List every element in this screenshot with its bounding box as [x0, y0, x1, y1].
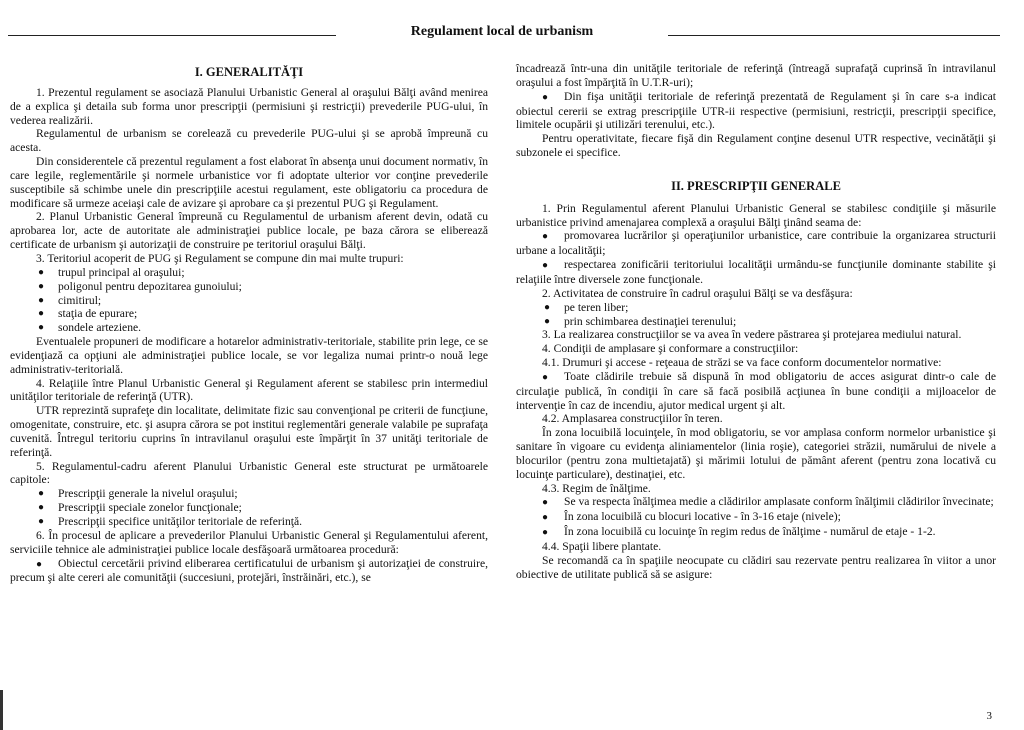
paragraph: 2. Planul Urbanistic General împreună cu Regulamentul de urbanism aferent devin, odată cu aprobarea lor, acte de autoritate ale administraţiei publice locale, pe baza cărora se eliberează certificate de urbanism şi autorizaţii de construire pe teritoriul oraşului Bălţi. [10, 210, 488, 252]
paragraph: 1. Prezentul regulament se asociază Planului Urbanistic General al oraşului Bălţi având menirea de a explica şi detaila sub forma unor prescripţii (permisiuni şi restricţii) prevederile PUG-ului, în vederea realizării. [10, 85, 488, 127]
bullet-icon: ● [38, 516, 45, 527]
bullet-list-masuri [516, 229, 996, 286]
paragraph: UTR reprezintă suprafeţe din localitate, delimitate fizic sau convenţional pe criterii de funcţiune, omogenitate, construire, etc. şi asupra cărora se pot institui reglementări generale valabile pe suprafaţa cuvenită. Întregul teritoriu cuprins în intravilanul oraşului este împărţit în 37 unităţi teritoriale de referinţă. [10, 404, 488, 459]
paragraph: 4.1. Drumuri şi accese - reţeaua de străzi se va face conform documentelor normative: [542, 356, 942, 370]
list-item: ● promovarea lucrărilor şi operaţiunilor urbanistice, care contribuie la organizarea structurii urbane a localităţii; [516, 229, 996, 258]
bullet-icon: ● [36, 558, 43, 570]
bullet-list-regim-inaltime [516, 495, 996, 540]
bullet-icon: ● [38, 488, 45, 500]
paragraph: Eventualele propuneri de modificare a hotarelor administrativ-teritoriale, stabilite prin lege, ce se evidenţiază ca opţiuni ale administraţiei publice locale, se vor legaliza numai printr-o nouă lege administrativ-teritorială. [10, 335, 488, 376]
list-item: ● Din fişa unităţii teritoriale de referinţă prezentată de Regulament şi în care s-a indicat obiectul cererii se extrag prescripţiile UTR-ii respective (permisiuni, restricţii, prescripţii specifice, limitele ocupării şi utilizări terenului, etc.). [516, 89, 996, 132]
list-item: ● cimitirul; [38, 293, 102, 307]
bullet-icon: ● [38, 322, 45, 334]
page-number: 3 [986, 710, 992, 722]
list-item: ● Se va respecta înălţimea medie a clădirilor amplasate conform înălţimii clădirilor învecinate; [542, 495, 994, 509]
right-column [516, 62, 996, 582]
paragraph: Din considerentele că prezentul regulament a fost elaborat în absenţa unui document normativ, în care legile, reglementările şi normele urbanistice vor fi adoptate ulterior vor conţine prevederile susceptibile să schimbe unele din prescripţiile acestui regulament, este obligatoriu ca procedura de modificare să urmeze aceiaşi cale de avizare şi aprobare ca şi prezentul PUG şi Regulament. [10, 155, 488, 210]
bullet-icon: ● [542, 512, 549, 524]
left-column [10, 62, 488, 585]
bullet-icon: ● [38, 266, 45, 278]
bullet-list-activitate [516, 301, 996, 329]
paragraph: 4. Condiţii de amplasare şi conformare a construcţiilor: [542, 342, 799, 356]
section-title-generalitati: I. GENERALITĂŢI [194, 65, 304, 79]
header-rule-left [8, 35, 336, 36]
paragraph: 2. Activitatea de construire în cadrul oraşului Bălţi se va desfăşura: [542, 286, 853, 300]
paragraph: Pentru operativitate, fiecare fişă din Regulament conţine desenul UTR respective, vecinătăţii şi subzonele ei specifice. [516, 132, 996, 160]
bullet-icon: ● [542, 231, 549, 243]
bullet-icon: ● [544, 315, 551, 327]
bullet-icon: ● [38, 502, 45, 514]
bullet-icon: ● [542, 527, 549, 539]
document-title: Regulament local de urbanism [410, 24, 594, 39]
list-item: ● staţia de epurare; [38, 307, 138, 321]
page-header [0, 22, 1024, 46]
list-item: ● Prescripţii speciale zonelor funcţionale; [38, 501, 242, 515]
list-item: ● Toate clădirile trebuie să dispună în mod obligatoriu de acces asigurat dintr-o cale de circulaţie publică, în condiţii în care să facă posibilă acţiunea în bune condiţii a mijloacelor de intervenţie în caz de incendiu, ajutor medical urgent şi alt. [516, 369, 996, 412]
list-item: ● Obiectul cercetării privind eliberarea certificatului de urbanism şi autorizaţiei de construire, precum şi alte cereri ale comunităţii (succesiuni, protejări, înstrăinări, etc.), se [10, 556, 488, 585]
paragraph: În zona locuibilă locuinţele, în mod obligatoriu, se vor amplasa conform normelor urbanistice şi sanitare în vigoare cu evidenţa aliniamentelor (linia roşie), categoriei străzii, numărului de nivele a blocurilor (pentru zona multietajată) şi mărimii lotului de pământ aferent (pentru zona locativă cu locuinţe particulare), destinaţiei, etc. [516, 426, 996, 481]
bullet-list-fisa [516, 90, 996, 133]
paragraph: Se recomandă ca în spaţiile neocupate cu clădiri sau rezervate pentru realizarea în viitor a unor obiective de utilitate publică să se asigure: [516, 553, 996, 581]
bullet-icon: ● [544, 301, 551, 313]
paragraph: 1. Prin Regulamentul aferent Planului Urbanistic General se stabilesc condiţiile şi măsurile urbanistice privind amenajarea complexă a oraşului Bălţi ţinând seama de: [516, 201, 996, 229]
bullet-list-capitole [10, 487, 488, 529]
bullet-icon: ● [542, 91, 549, 103]
bullet-icon: ● [542, 260, 549, 272]
scan-edge-mark [0, 690, 3, 730]
bullet-icon: ● [542, 497, 549, 509]
list-item: ● Prescripţii generale la nivelul oraşului; [38, 487, 238, 501]
list-item: ● Prescripţii specifice unităţilor teritoriale de referinţă. [38, 515, 303, 528]
list-item: ● trupul principal al oraşului; [38, 265, 185, 279]
bullet-icon: ● [38, 308, 45, 320]
paragraph: încadrează într-una din unităţile teritoriale de referinţă (întreagă suprafaţă cuprinsă în intravilanul oraşului a fost împărţită în U.T.R-uri); [516, 62, 996, 89]
header-rule-right [668, 35, 1000, 36]
list-item: ● În zona locuibilă cu locuinţe în regim redus de înălţime - numărul de etaje - 1-2. [542, 525, 936, 539]
paragraph: 4. Relaţiile între Planul Urbanistic General şi Regulament aferent se stabilesc prin intermediul unităţilor teritoriale de referinţă (UTR). [10, 376, 488, 404]
bullet-icon: ● [542, 371, 549, 383]
paragraph: 4.3. Regim de înălţime. [542, 481, 651, 495]
paragraph: 6. În procesul de aplicare a prevederilor Planului Urbanistic General şi Regulamentului aferent, serviciile tehnice ale administraţiei publice locale desfăşoară următoarea procedură: [10, 528, 488, 556]
list-item: ● sondele arteziene. [38, 321, 142, 335]
bullet-icon: ● [38, 294, 45, 306]
bullet-list-trupuri [10, 266, 488, 335]
paragraph: 4.4. Spaţii libere plantate. [542, 540, 662, 553]
paragraph: 4.2. Amplasarea construcţiilor în teren. [542, 412, 723, 426]
list-item: ● poligonul pentru depozitarea gunoiului; [38, 279, 242, 293]
bullet-icon: ● [38, 280, 45, 292]
list-item: ● prin schimbarea destinaţiei terenului; [544, 314, 737, 328]
list-item: ● În zona locuibilă cu blocuri locative - în 3-16 etaje (nivele); [542, 510, 841, 524]
list-item: ● respectarea zonificării teritoriului localităţii urmându-se funcţiunile dominante stabilite şi relaţiile între diversele zone funcţionale. [516, 258, 996, 286]
bullet-list-acces [516, 370, 996, 413]
paragraph: 3. Teritoriul acoperit de PUG şi Regulament se compune din mai multe trupuri: [36, 251, 404, 265]
section-title-prescriptii-generale: II. PRESCRIPŢII GENERALE [671, 178, 841, 193]
paragraph: Regulamentul de urbanism se corelează cu prevederile PUG-ului şi se aprobă împreună cu acesta. [10, 127, 488, 155]
bullet-list-procedura [10, 557, 488, 586]
list-item: ● pe teren liber; [544, 300, 629, 314]
paragraph: 5. Regulamentul-cadru aferent Planului Urbanistic General este structurat pe următoarele capitole: [10, 459, 488, 487]
paragraph: 3. La realizarea construcţiilor se va avea în vedere păstrarea şi protejarea mediului natural. [542, 328, 962, 342]
